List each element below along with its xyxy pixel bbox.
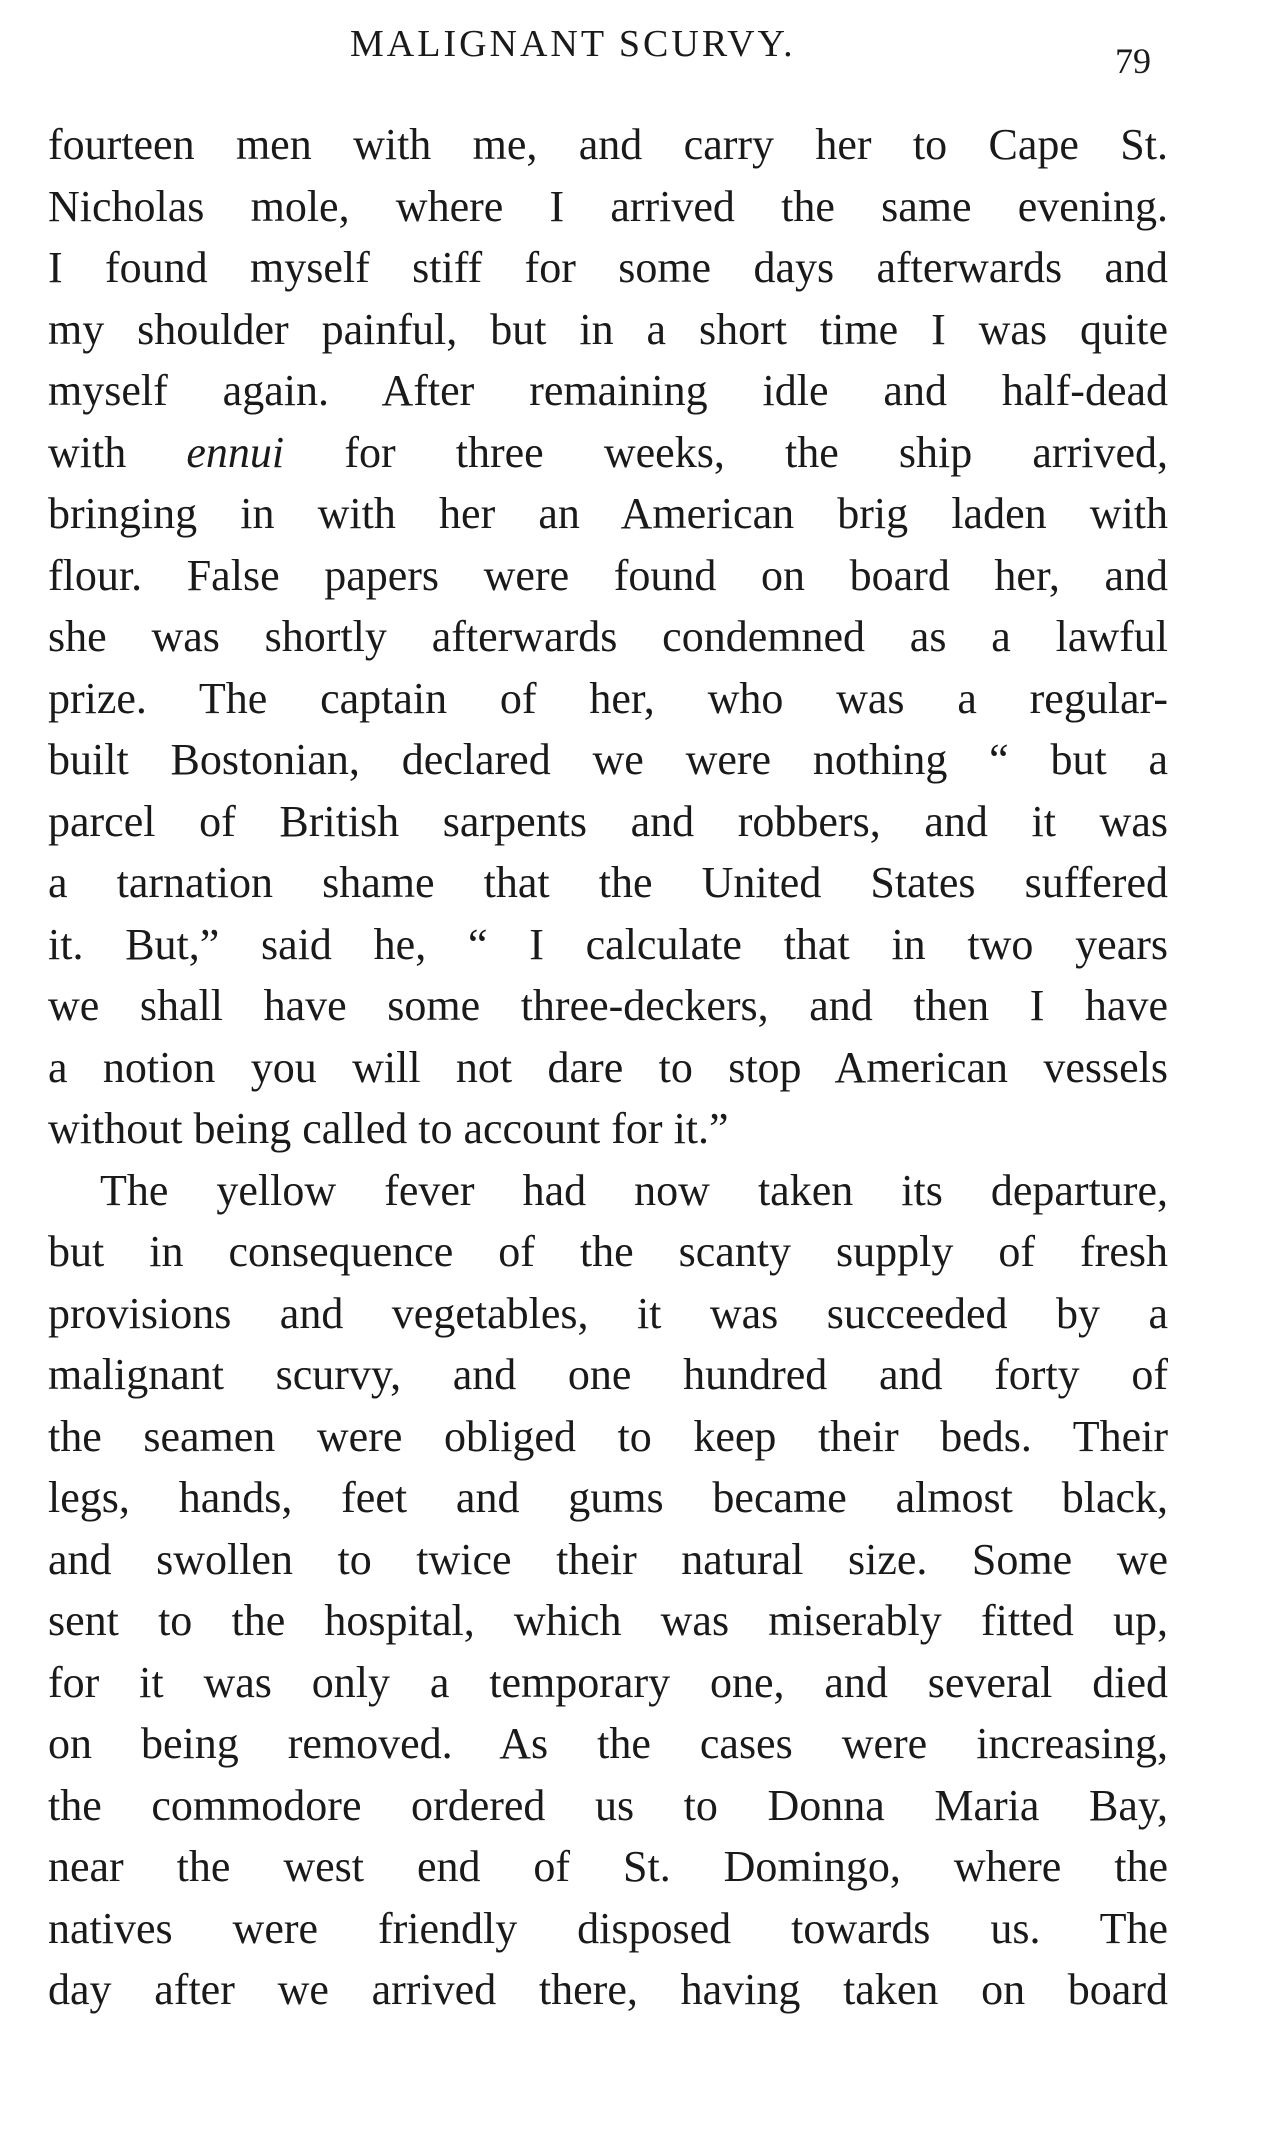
text-line: my shoulder painful, but in a short time I was quite <box>48 304 1168 354</box>
body-text <box>48 114 1168 2021</box>
text-line: a notion you will not dare to stop American vessels <box>48 1042 1168 1092</box>
italic-word: ennui <box>186 427 285 477</box>
text-line: fourteen men with me, and carry her to Cape St. <box>48 120 1168 169</box>
text-line: legs, hands, feet and gums became almost black, <box>48 1473 1168 1522</box>
text-line: provisions and vegetables, it was succeeded by a <box>48 1288 1168 1338</box>
text-line: a tarnation shame that the United States suffered <box>48 858 1168 907</box>
text-fragment: for three weeks, the ship arrived, <box>284 427 1168 477</box>
paragraph-start-line: The yellow fever had now taken its departure, <box>100 1165 1168 1215</box>
text-line: the seamen were obliged to keep their beds. Their <box>48 1411 1168 1461</box>
page-number: 79 <box>1115 41 1151 81</box>
text-line: myself again. After remaining idle and half-dead <box>48 366 1168 415</box>
paragraph-end-line: without being called to account for it.” <box>48 1104 729 1153</box>
text-line: near the west end of St. Domingo, where the <box>48 1842 1168 1891</box>
text-line: and swollen to twice their natural size. Some we <box>48 1534 1168 1584</box>
text-line: sent to the hospital, which was miserably fitted up, <box>48 1596 1168 1645</box>
text-line: we shall have some three-deckers, and then I have <box>48 981 1168 1030</box>
text-line: Nicholas mole, where I arrived the same evening. <box>48 181 1168 231</box>
running-head <box>0 22 1270 82</box>
text-fragment: with <box>48 427 187 477</box>
text-line: flour. False papers were found on board her, and <box>48 550 1168 600</box>
text-line: the commodore ordered us to Donna Maria Bay, <box>48 1780 1168 1830</box>
running-title: MALIGNANT SCURVY. <box>350 23 796 65</box>
text-line: it. But,” said he, “ I calculate that in two years <box>48 919 1168 969</box>
text-line: natives were friendly disposed towards us. The <box>48 1903 1168 1953</box>
text-line: for it was only a temporary one, and several died <box>48 1657 1168 1707</box>
text-line <box>48 422 1168 484</box>
text-line: on being removed. As the cases were increasing, <box>48 1719 1168 1768</box>
text-line: I found myself stiff for some days afterwards and <box>48 243 1168 292</box>
text-line: bringing in with her an American brig laden with <box>48 489 1168 538</box>
text-line: prize. The captain of her, who was a regular- <box>48 673 1168 723</box>
text-line: built Bostonian, declared we were nothing “ but a <box>48 735 1168 784</box>
text-line: parcel of British sarpents and robbers, and it was <box>48 796 1168 846</box>
text-line: day after we arrived there, having taken on board <box>48 1965 1168 2014</box>
text-line: but in consequence of the scanty supply of fresh <box>48 1227 1168 1276</box>
text-line: she was shortly afterwards condemned as a lawful <box>48 612 1168 661</box>
text-line: malignant scurvy, and one hundred and forty of <box>48 1350 1168 1399</box>
